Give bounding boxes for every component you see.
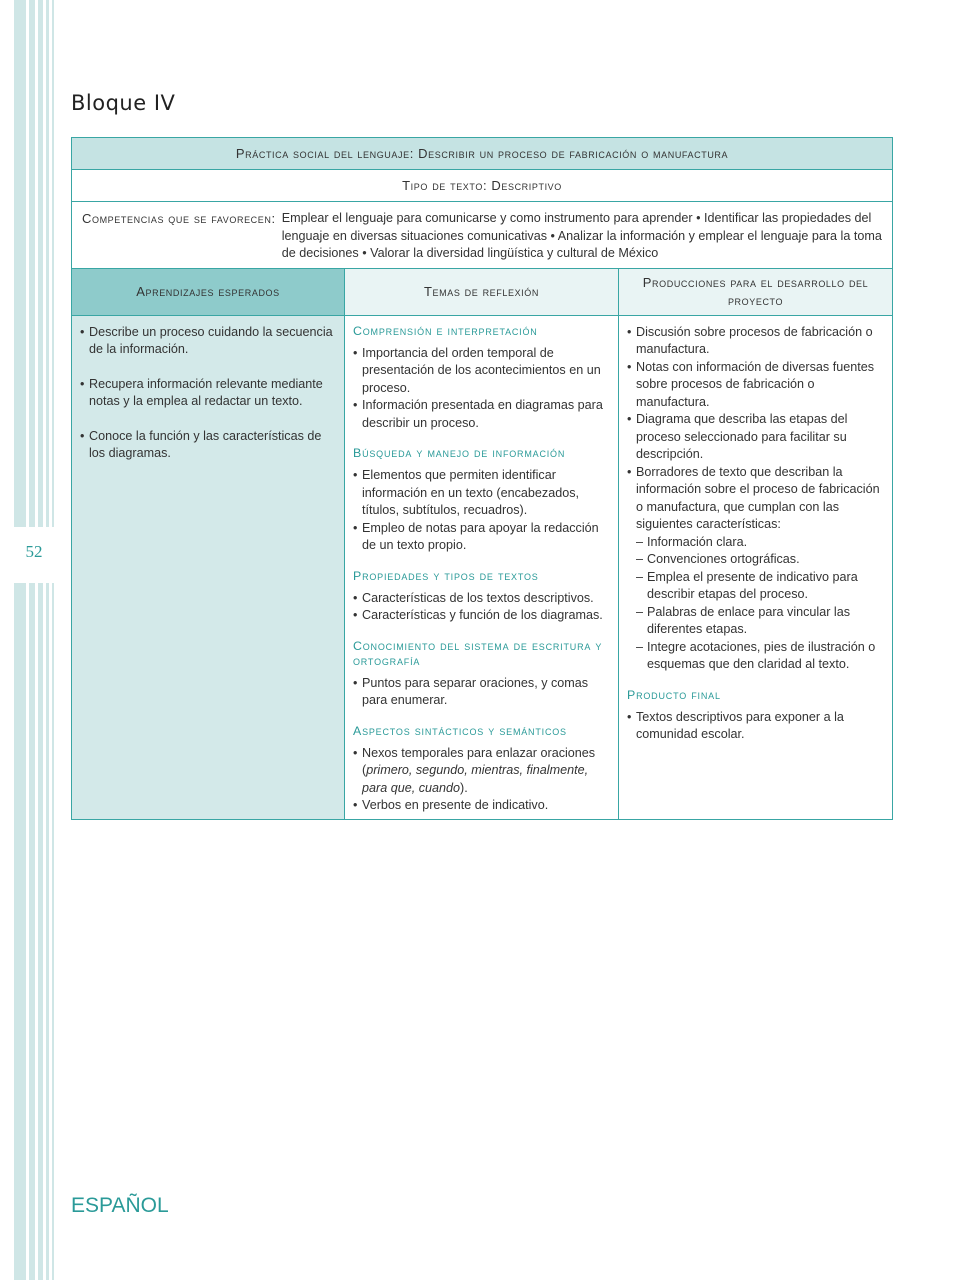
competencies-text: Emplear el lenguaje para comunicarse y como instrumento para aprender • Identificar las propiedades del lenguaje en diversas situaciones comunicativas • Analizar la información y emplear el lenguaje para la toma de decisiones • Valorar la diversidad lingüística y cultural de México bbox=[281, 211, 882, 260]
competencies-cell bbox=[72, 202, 893, 269]
section-title: Aspectos sintácticos y semánticos bbox=[353, 723, 567, 738]
section-title: Comprensión e interpretación bbox=[353, 323, 538, 338]
list-item: • Características de los textos descriptivos. bbox=[353, 590, 612, 608]
producciones-cell bbox=[619, 315, 893, 819]
section-title: Búsqueda y manejo de información bbox=[353, 446, 566, 460]
list-item bbox=[353, 745, 612, 798]
section-title: Conocimiento del sistema de escritura y ortografía bbox=[353, 638, 603, 668]
item-italic-text: primero, segundo, mientras, finalmente, para que, cuando bbox=[362, 763, 589, 795]
margin-stripe bbox=[46, 0, 49, 1280]
list-item: • Textos descriptivos para exponer a la comunidad escolar. bbox=[627, 709, 886, 744]
list-item: • Describe un proceso cuidando la secuencia de la información. bbox=[80, 324, 338, 359]
program-table bbox=[71, 137, 893, 820]
sub-list-item: – Palabras de enlace para vincular las diferentes etapas. bbox=[627, 604, 886, 639]
list-item: • Borradores de texto que describan la información sobre el proceso de fabricación o manufactura, que cumplan con las siguientes características: bbox=[627, 464, 886, 534]
col-header-aprendizajes: Aprendizajes esperados bbox=[72, 268, 345, 315]
sub-list-item: – Integre acotaciones, pies de ilustración o esquemas que den claridad al texto. bbox=[627, 639, 886, 674]
item-text: Nexos temporales para enlazar oraciones ( bbox=[362, 745, 596, 777]
section-title: Producto final bbox=[627, 687, 721, 702]
list-item: • Características y función de los diagramas. bbox=[353, 607, 612, 625]
list-item: • Verbos en presente de indicativo. bbox=[353, 797, 612, 815]
section-title: Propiedades y tipos de textos bbox=[353, 568, 539, 583]
list-item: • Recupera información relevante mediante notas y la emplea al redactar un texto. bbox=[80, 376, 338, 411]
block-title: Bloque IV bbox=[71, 91, 176, 115]
list-item: • Información presentada en diagramas para describir un proceso. bbox=[353, 397, 612, 432]
competencies-label: Competencias que se favorecen: bbox=[82, 211, 276, 226]
col-header-producciones: Producciones para el desarrollo del proyecto bbox=[619, 268, 893, 315]
subject-footer: ESPAÑOL bbox=[71, 1194, 169, 1217]
margin-stripe bbox=[29, 0, 35, 1280]
margin-stripe bbox=[38, 0, 43, 1280]
list-item: • Empleo de notas para apoyar la redacción de un texto propio. bbox=[353, 520, 612, 555]
item-text: ). bbox=[460, 780, 468, 795]
list-item: • Puntos para separar oraciones, y comas para enumerar. bbox=[353, 675, 612, 710]
text-type-header: Tipo de texto: Descriptivo bbox=[72, 170, 893, 202]
list-item: • Importancia del orden temporal de presentación de los acontecimientos en un proceso. bbox=[353, 345, 612, 398]
aprendizajes-cell bbox=[72, 315, 345, 819]
list-item: • Notas con información de diversas fuentes sobre procesos de fabricación o manufactura. bbox=[627, 359, 886, 412]
col-header-temas: Temas de reflexión bbox=[345, 268, 619, 315]
practice-header: Práctica social del lenguaje: Describir un proceso de fabricación o manufactura bbox=[72, 138, 893, 170]
sub-list-item: – Emplea el presente de indicativo para describir etapas del proceso. bbox=[627, 569, 886, 604]
list-item: • Diagrama que describa las etapas del proceso seleccionado para facilitar su descripción. bbox=[627, 411, 886, 464]
sub-list-item: – Convenciones ortográficas. bbox=[627, 551, 886, 569]
list-item: • Elementos que permiten identificar información en un texto (encabezados, títulos, subtítulos, recuadros). bbox=[353, 467, 612, 520]
margin-stripe bbox=[52, 0, 54, 1280]
list-item: • Discusión sobre procesos de fabricación o manufactura. bbox=[627, 324, 886, 359]
margin-stripe bbox=[14, 0, 26, 1280]
list-item: • Conoce la función y las características de los diagramas. bbox=[80, 428, 338, 463]
page-number: 52 bbox=[25, 542, 43, 561]
sub-list-item: – Información clara. bbox=[627, 534, 886, 552]
temas-cell bbox=[345, 315, 619, 819]
